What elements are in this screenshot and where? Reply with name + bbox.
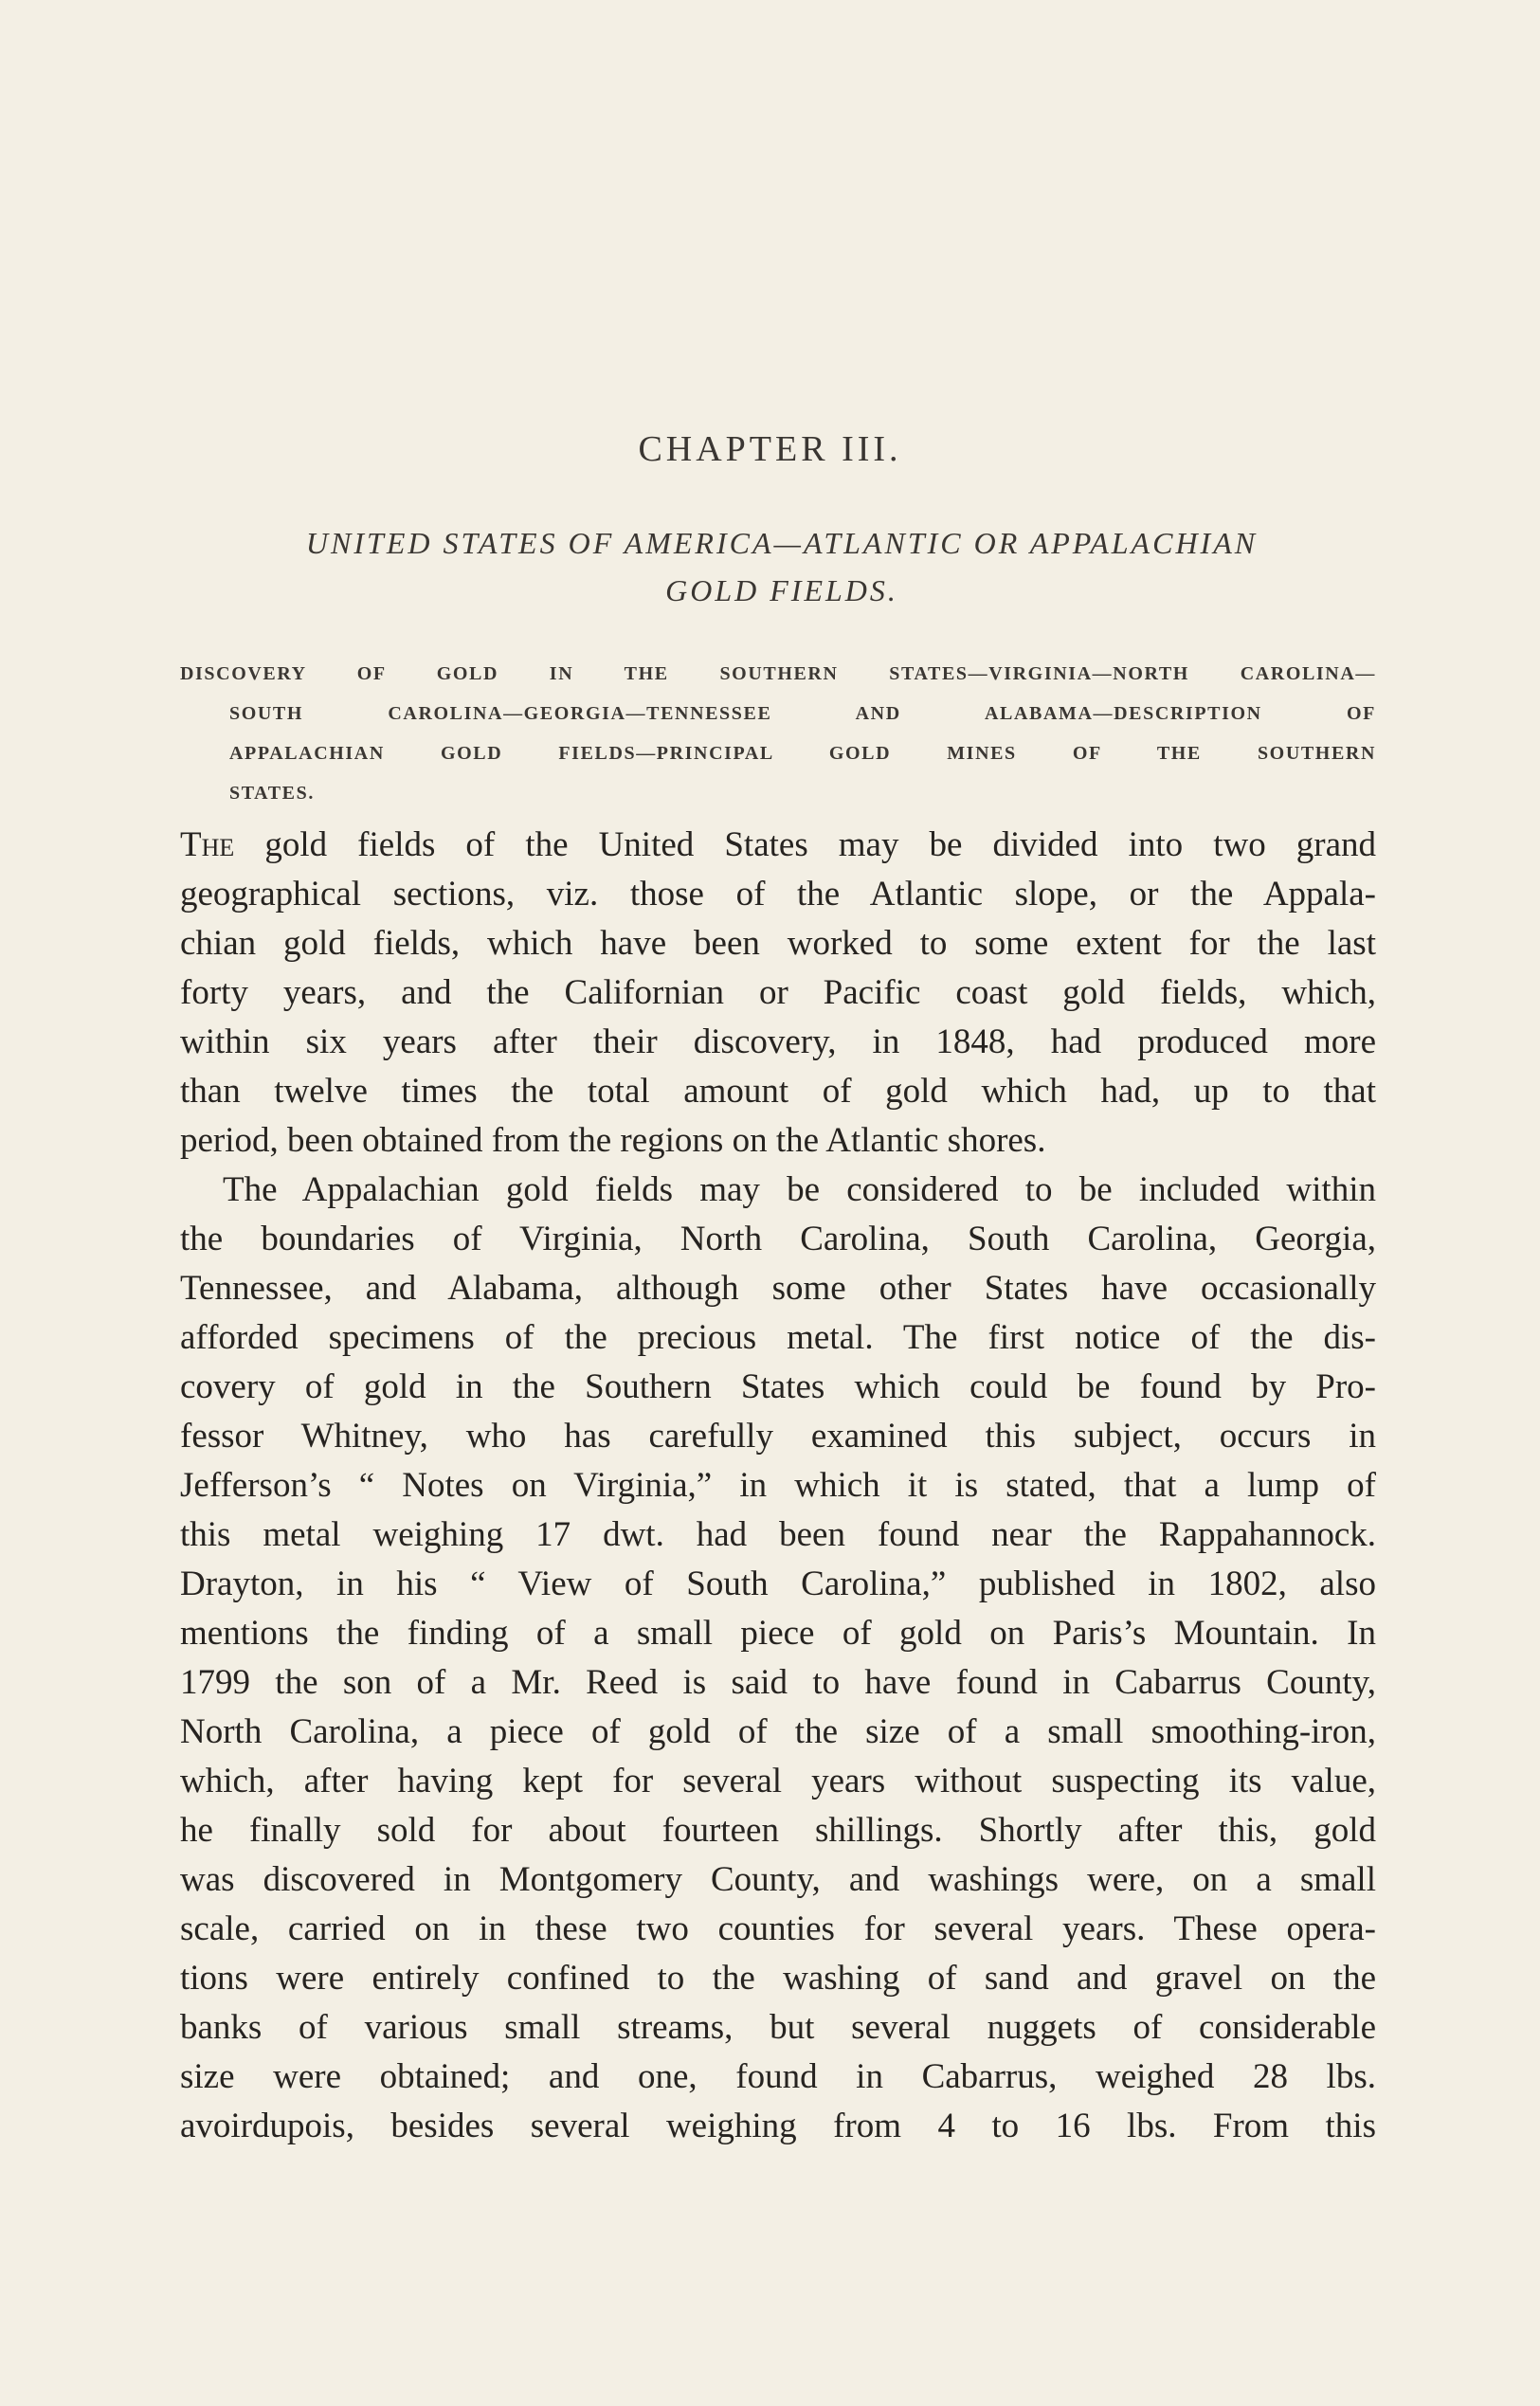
body-line: size were obtained; and one, found in Cabarrus, weighed 28 lbs. — [180, 2057, 1376, 2096]
body-line: the boundaries of Virginia, North Carolina, South Carolina, Georgia, — [180, 1220, 1376, 1258]
body-line: within six years after their discovery, in 1848, had produced more — [180, 1022, 1376, 1061]
body-line: covery of gold in the Southern States which could be found by Pro- — [180, 1367, 1376, 1406]
synopsis-line: STATES. — [229, 783, 315, 804]
chapter-title: CHAPTER III. — [638, 429, 902, 469]
body-line: The Appalachian gold fields may be considered to be included within — [223, 1170, 1376, 1209]
synopsis-line: SOUTH CAROLINA—GEORGIA—TENNESSEE AND ALABAMA—DESCRIPTION OF — [229, 703, 1376, 724]
body-line: banks of various small streams, but several nuggets of considerable — [180, 2008, 1376, 2047]
body-line: he finally sold for about fourteen shillings. Shortly after this, gold — [180, 1811, 1376, 1850]
body-line: afforded specimens of the precious metal. The first notice of the dis- — [180, 1318, 1376, 1357]
body-line: scale, carried on in these two counties for several years. These opera- — [180, 1909, 1376, 1948]
body-line: period, been obtained from the regions on the Atlantic shores. — [180, 1121, 1046, 1160]
body-line: tions were entirely confined to the washing of sand and gravel on the — [180, 1959, 1376, 1998]
chapter-subtitle-line: UNITED STATES OF AMERICA—ATLANTIC OR APPALACHIAN — [305, 526, 1259, 560]
body-line: forty years, and the Californian or Pacific coast gold fields, which, — [180, 973, 1376, 1012]
chapter-subtitle-line: GOLD FIELDS. — [665, 573, 898, 607]
body-line: was discovered in Montgomery County, and washings were, on a small — [180, 1860, 1376, 1899]
chapter-subtitle — [190, 519, 1374, 614]
synopsis-line: DISCOVERY OF GOLD IN THE SOUTHERN STATES—VIRGINIA—NORTH CAROLINA— — [180, 663, 1376, 684]
paragraph-lead-word: The — [180, 825, 235, 864]
body-line: mentions the finding of a small piece of gold on Paris’s Mountain. In — [180, 1614, 1376, 1653]
synopsis-line: APPALACHIAN GOLD FIELDS—PRINCIPAL GOLD MINES OF THE SOUTHERN — [229, 743, 1376, 764]
body-line: this metal weighing 17 dwt. had been found near the Rappahannock. — [180, 1515, 1376, 1554]
body-line: North Carolina, a piece of gold of the size of a small smoothing-iron, — [180, 1712, 1376, 1751]
chapter-synopsis — [180, 654, 1376, 813]
body-line: Jefferson’s “ Notes on Virginia,” in which it is stated, that a lump of — [180, 1466, 1376, 1505]
body-line: 1799 the son of a Mr. Reed is said to have found in Cabarrus County, — [180, 1663, 1376, 1702]
body-line: avoirdupois, besides several weighing from 4 to 16 lbs. From this — [180, 2107, 1376, 2145]
body-line: Tennessee, and Alabama, although some other States have occasionally — [180, 1269, 1376, 1308]
body-line: fessor Whitney, who has carefully examined this subject, occurs in — [180, 1417, 1376, 1456]
body-line — [180, 821, 1376, 870]
body-line: which, after having kept for several years without suspecting its value, — [180, 1762, 1376, 1800]
body-line-text: gold fields of the United States may be divided into two grand — [234, 825, 1376, 864]
body-line: chian gold fields, which have been worked to some extent for the last — [180, 924, 1376, 963]
body-line: geographical sections, viz. those of the Atlantic slope, or the Appala- — [180, 875, 1376, 914]
body-line: Drayton, in his “ View of South Carolina,” published in 1802, also — [180, 1565, 1376, 1603]
body-line: than twelve times the total amount of gold which had, up to that — [180, 1072, 1376, 1111]
body-text — [180, 821, 1376, 2151]
